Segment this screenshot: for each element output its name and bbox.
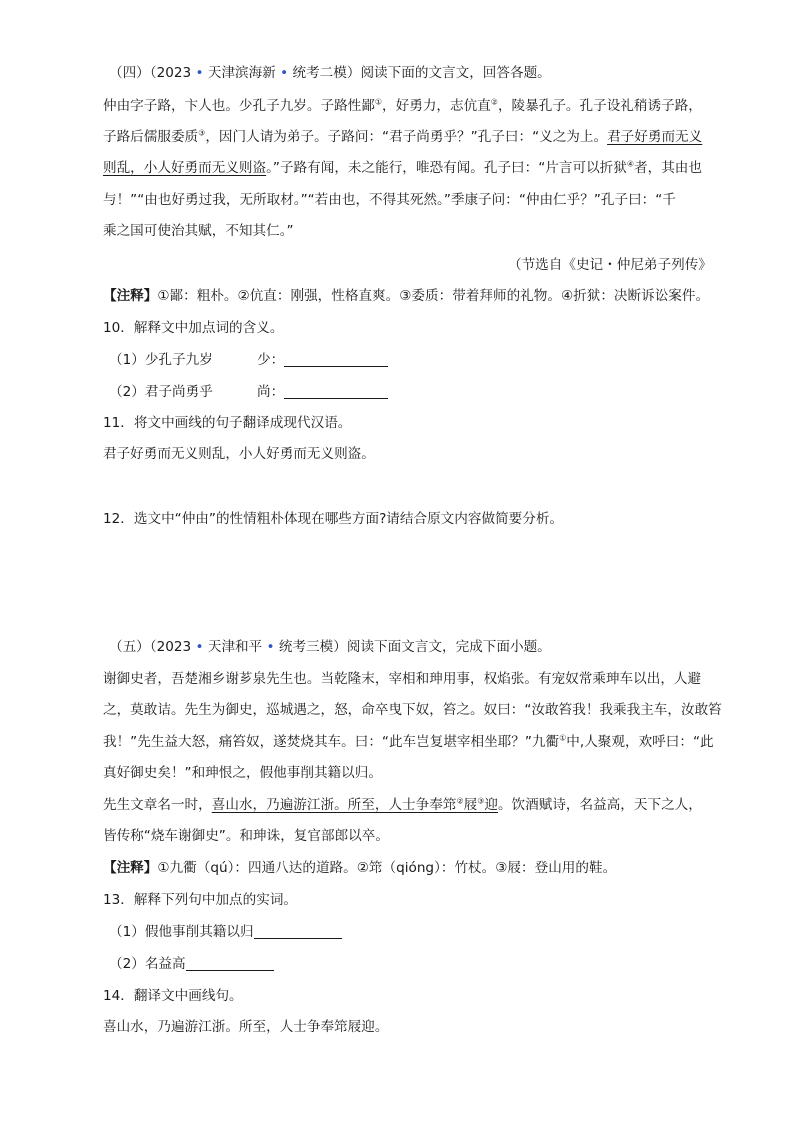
s4-text: ，因门人请为弟子。子路问：“君子尚勇乎？”孔子曰：“义之为上。 (205, 129, 608, 145)
underlined-sentence (212, 797, 498, 813)
s5-text: 我！”先生益大怒，痛笞奴，遂焚烧其车。曰：“此车岂复堪宰相坐耶？”九衢 (103, 734, 560, 750)
question-13-item-2 (109, 955, 274, 973)
s4-passage-line-4: 与！”“由也好勇过我，无所取材。”“若由也，不得其死然。”季康子问：“仲由仁乎？”孔子曰：“千 (103, 192, 676, 208)
question-10-item-1-answer (257, 351, 388, 369)
answer-blank[interactable] (186, 956, 274, 971)
s5-text: 中,人聚观，欢呼曰：“此 (566, 734, 714, 750)
question-13: 13．解释下列句中加点的实词。 (103, 892, 298, 908)
s4-text: ，好勇力，志伉直 (382, 98, 491, 114)
answer-blank[interactable] (284, 384, 388, 399)
s5-text: 。饮酒赋诗，名益高，天下之人， (497, 797, 702, 813)
underlined-sentence: 则乱，小人好勇而无义则盗 (103, 160, 267, 176)
answer-label: 少： (257, 352, 285, 368)
footnote-mark: ① (559, 733, 567, 743)
s4-notes (103, 287, 709, 305)
notes-label: 【注释】 (103, 860, 158, 876)
answer-blank[interactable] (284, 352, 388, 367)
section-4-region: 天津滨海新 (207, 65, 276, 81)
s4-text: ，陵暴孔子。孔子设礼稍诱子路， (497, 98, 702, 114)
question-10-item-2-answer (257, 383, 388, 401)
s4-text: 者，其由也 (634, 160, 702, 176)
underlined-part: 迎 (484, 797, 498, 813)
footnote-mark: ② (456, 796, 464, 806)
s4-passage-line-1 (103, 97, 702, 115)
s5-passage-line-6: 皆传称“烧车谢御史”。和珅诛，复官部郎以卒。 (103, 828, 389, 844)
question-11: 11．将文中画线的句子翻译成现代汉语。 (103, 415, 352, 431)
question-14-sentence: 喜山水，乃遍游江浙。所至，人士争奉筇屐迎。 (103, 1019, 389, 1035)
underlined-sentence: 君子好勇而无义 (607, 129, 703, 145)
section-5-dot-2: • (262, 639, 279, 655)
question-13-item-1 (109, 923, 342, 941)
question-10-item-2: （2）君子尚勇乎 (109, 384, 213, 400)
section-4-header-post: ）阅读下面的文言文，回答各题。 (346, 65, 551, 81)
s5-notes (103, 859, 616, 877)
section-5-region: 天津和平 (207, 639, 263, 655)
s4-source: （节选自《史记・仲尼弟子列传》 (508, 257, 712, 273)
s5-text: 先生文章名一时， (103, 797, 212, 813)
notes-label: 【注释】 (103, 288, 158, 304)
s5-passage-line-4: 真好御史矣！”和珅恨之，假他事削其籍以归。 (103, 765, 382, 781)
answer-label: 尚： (257, 384, 285, 400)
s5-passage-line-3 (103, 733, 714, 751)
section-4-header-pre: （四）（ (109, 65, 157, 81)
section-5-year: 2023 (156, 639, 192, 655)
section-5-exam: 统考三模 (278, 639, 334, 655)
s5-passage-line-1: 谢御史者，吾楚湘乡谢芗泉先生也。当乾隆末，宰相和珅用事，权焰张。有宠奴常乘珅车以出，人避 (103, 671, 702, 687)
footnote-mark: ③ (477, 796, 485, 806)
section-4-header (109, 64, 551, 82)
s4-text: 子路后儒服委质 (103, 129, 199, 145)
question-item-text: （2）名益高 (109, 956, 186, 972)
s4-passage-line-5: 乘之国可使治其赋，不知其仁。” (103, 223, 294, 239)
underlined-part: 喜山水，乃遍游江浙。所至，人士争奉筇 (211, 797, 457, 813)
s4-text: 。”子路有闻，未之能行，唯恐有闻。孔子曰：“片言可以折狱 (266, 160, 627, 176)
section-5-header-post: ）阅读下面文言文，完成下面小题。 (333, 639, 551, 655)
s5-passage-line-5 (103, 796, 702, 814)
s5-passage-line-2: 之，莫敢诘。先生为御史，巡城遇之，怒，命卒曳下奴，笞之。奴曰：“汝敢笞我！我乘我主车，汝敢笞 (103, 702, 722, 718)
section-4-exam: 统考二模 (292, 65, 347, 81)
question-10: 10．解释文中加点词的含义。 (103, 320, 284, 336)
footnote-mark: ④ (626, 159, 635, 169)
section-5-header-pre: （五）（ (109, 639, 157, 655)
s4-passage-line-2 (103, 128, 702, 146)
footnote-mark: ③ (198, 128, 206, 138)
section-4-dot-2: • (275, 65, 293, 81)
question-item-text: （1）假他事削其籍以归 (109, 924, 254, 940)
section-4-year: 2023 (156, 65, 192, 81)
s4-passage-line-3 (103, 159, 702, 177)
question-10-item-1: （1）少孔子九岁 (109, 352, 213, 368)
notes-text: ①九衢（qú）：四通八达的道路。②筇（qióng）：竹杖。③屐：登山用的鞋。 (157, 860, 617, 876)
s4-text: 仲由字子路，卞人也。少孔子九岁。子路性鄙 (103, 98, 375, 114)
answer-blank[interactable] (254, 924, 342, 939)
footnote-mark: ② (490, 97, 498, 107)
question-14: 14．翻译文中画线句。 (103, 988, 243, 1004)
section-5-dot-1: • (191, 639, 208, 655)
underlined-part: 屐 (463, 797, 478, 813)
section-4-dot-1: • (191, 65, 208, 81)
question-12: 12．选文中“仲由”的性情粗朴体现在哪些方面?请结合原文内容做简要分析。 (103, 511, 564, 527)
section-5-header (109, 638, 551, 656)
footnote-mark: ① (374, 97, 383, 107)
notes-text: ①鄙：粗朴。②伉直：刚强，性格直爽。③委质：带着拜师的礼物。④折狱：决断诉讼案件。 (157, 288, 710, 304)
question-11-sentence: 君子好勇而无义则乱，小人好勇而无义则盗。 (103, 446, 375, 462)
